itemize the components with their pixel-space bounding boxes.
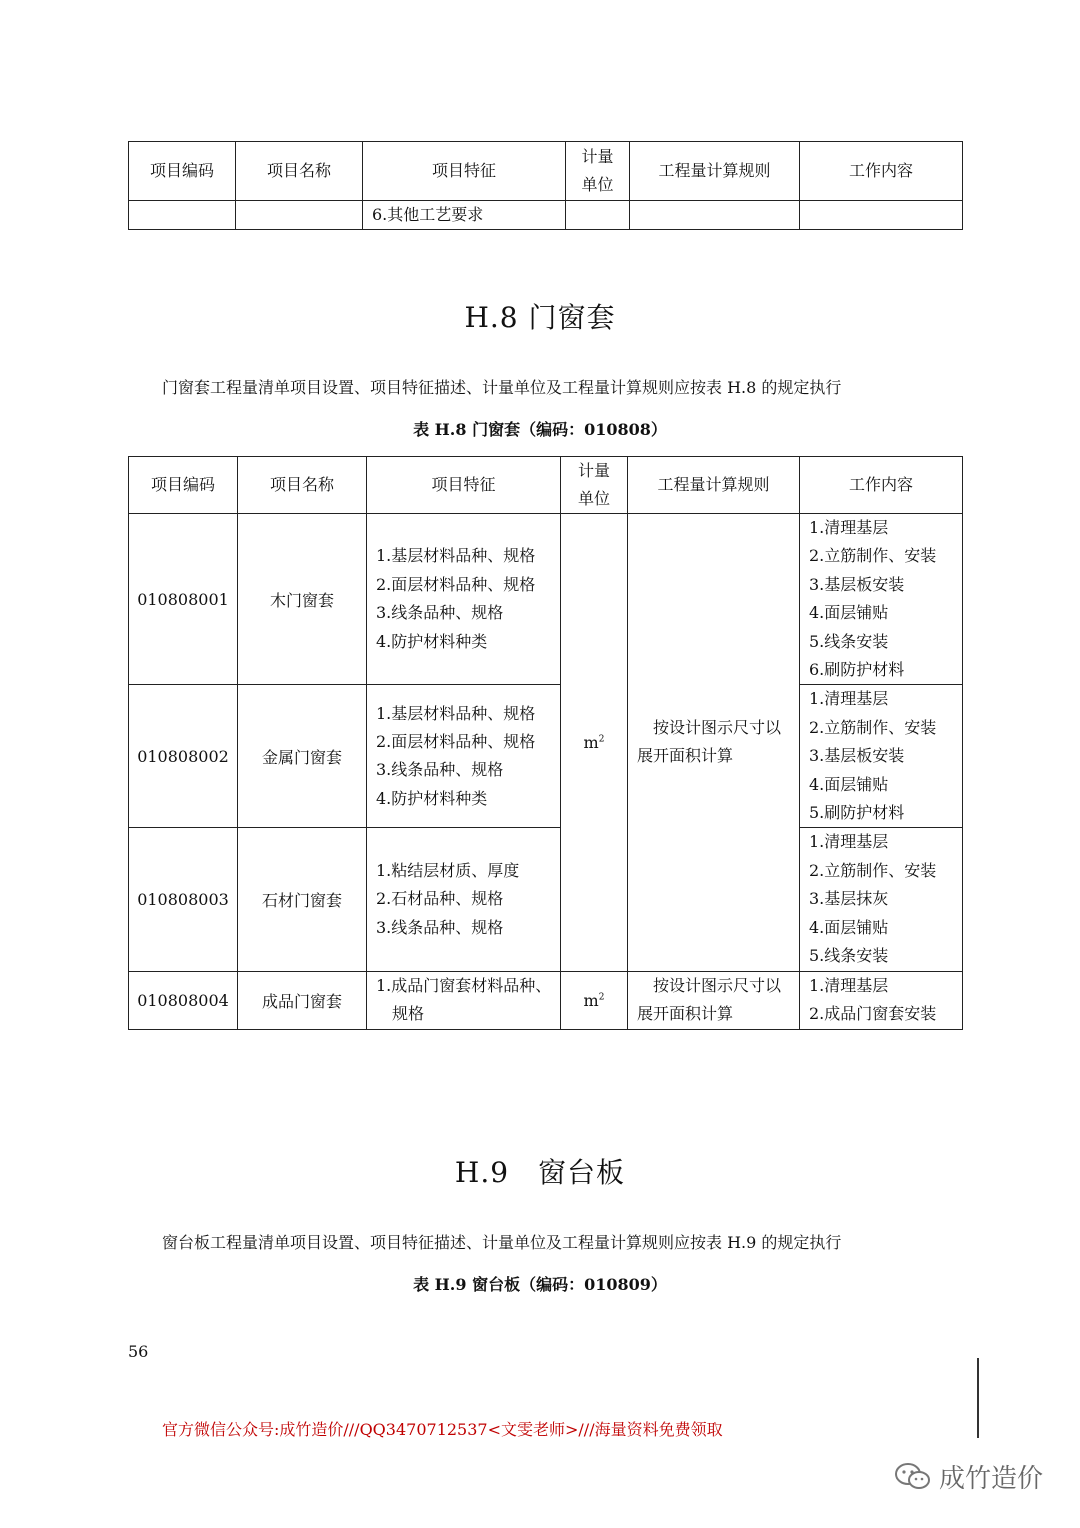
item-code: 010808003 bbox=[129, 828, 238, 971]
work-item: 3.基层板安装 bbox=[809, 574, 905, 594]
work-item: 4.面层铺贴 bbox=[809, 774, 889, 794]
work-item: 3.基层抹灰 bbox=[809, 889, 889, 909]
table-row bbox=[129, 828, 963, 971]
work-item: 1.清理基层 bbox=[809, 689, 889, 709]
table-caption-h8: 表 H.8 门窗套（编码：010808） bbox=[413, 420, 667, 439]
rule-cell bbox=[628, 514, 800, 972]
feature-item: 1.粘结层材质、厚度 bbox=[376, 860, 520, 880]
feature-item: 4.防护材料种类 bbox=[376, 788, 488, 808]
header-feature: 项目特征 bbox=[363, 142, 566, 201]
feature-item: 3.线条品种、规格 bbox=[376, 917, 504, 937]
header-code: 项目编码 bbox=[129, 142, 236, 201]
cell-empty bbox=[800, 201, 963, 230]
feature-item: 2.石材品种、规格 bbox=[376, 889, 504, 909]
work-item: 1.清理基层 bbox=[809, 832, 889, 852]
rule-cell bbox=[628, 971, 800, 1029]
header-work: 工作内容 bbox=[800, 142, 963, 201]
unit-sup: 2 bbox=[598, 992, 605, 1003]
work-item: 2.立筋制作、安装 bbox=[809, 717, 937, 737]
brand-name: 成竹造价 bbox=[939, 1464, 1044, 1494]
table-caption-h9: 表 H.9 窗台板（编码：010809） bbox=[413, 1275, 667, 1294]
brand-badge bbox=[893, 1458, 1043, 1495]
rule-line: 展开面积计算 bbox=[637, 1004, 734, 1023]
header-name: 项目名称 bbox=[236, 142, 363, 201]
item-code: 010808001 bbox=[129, 514, 238, 685]
section-heading-h8: H.8 门窗套 bbox=[464, 301, 616, 334]
unit-sup: 2 bbox=[598, 734, 605, 745]
feature-list bbox=[367, 685, 561, 828]
feature-list bbox=[367, 514, 561, 685]
feature-item: 2.面层材料品种、规格 bbox=[376, 732, 536, 752]
feature-list bbox=[367, 971, 561, 1029]
work-item: 5.线条安装 bbox=[809, 631, 889, 651]
feature-item: 4.防护材料种类 bbox=[376, 631, 488, 651]
work-list bbox=[800, 971, 963, 1029]
feature-item: 1.基层材料品种、规格 bbox=[376, 546, 536, 566]
feature-item: 3.线条品种、规格 bbox=[376, 760, 504, 780]
header-unit: 计量 单位 bbox=[566, 142, 630, 201]
work-item: 4.面层铺贴 bbox=[809, 917, 889, 937]
cell-empty bbox=[566, 201, 630, 230]
feature-item: 1.基层材料品种、规格 bbox=[376, 703, 536, 723]
header-code: 项目编码 bbox=[129, 457, 238, 514]
work-item: 3.基层板安装 bbox=[809, 746, 905, 766]
section-intro-h8: 门窗套工程量清单项目设置、项目特征描述、计量单位及工程量计算规则应按表 H.8 的规定执行 bbox=[162, 378, 842, 397]
rule-line: 展开面积计算 bbox=[637, 746, 734, 766]
page-number: 56 bbox=[128, 1342, 149, 1361]
feature-item: 2.面层材料品种、规格 bbox=[376, 574, 536, 594]
work-item: 4.面层铺贴 bbox=[809, 603, 889, 623]
wechat-icon bbox=[893, 1461, 933, 1493]
rule-line: 按设计图示尺寸以 bbox=[653, 717, 782, 737]
unit-cell bbox=[561, 971, 628, 1029]
cell-empty bbox=[630, 201, 800, 230]
unit-text: m bbox=[583, 990, 599, 1010]
item-name: 金属门窗套 bbox=[238, 685, 367, 828]
item-code: 010808002 bbox=[129, 685, 238, 828]
work-item: 1.清理基层 bbox=[809, 975, 889, 995]
table-row bbox=[129, 514, 963, 685]
work-list bbox=[800, 514, 963, 685]
work-item: 2.成品门窗套安装 bbox=[809, 1004, 937, 1023]
top-table bbox=[128, 141, 963, 230]
table-row bbox=[129, 971, 963, 1029]
work-list bbox=[800, 828, 963, 971]
work-item: 5.线条安装 bbox=[809, 946, 889, 966]
work-list bbox=[800, 685, 963, 828]
feature-list bbox=[367, 828, 561, 971]
rule-line: 按设计图示尺寸以 bbox=[653, 975, 782, 995]
work-item: 2.立筋制作、安装 bbox=[809, 546, 937, 566]
item-name: 成品门窗套 bbox=[238, 971, 367, 1029]
item-name: 石材门窗套 bbox=[238, 828, 367, 971]
header-name: 项目名称 bbox=[238, 457, 367, 514]
vertical-rule bbox=[977, 1358, 979, 1438]
unit-text: m bbox=[583, 732, 599, 752]
work-item: 5.刷防护材料 bbox=[809, 803, 905, 823]
cell-empty bbox=[129, 201, 236, 230]
watermark-text: 官方微信公众号:成竹造价///QQ3470712537<文雯老师>///海量资料免费领取 bbox=[162, 1420, 723, 1439]
work-item: 2.立筋制作、安装 bbox=[809, 860, 937, 880]
feature-item: 3.线条品种、规格 bbox=[376, 603, 504, 623]
section-heading-h9: H.9 窗台板 bbox=[454, 1156, 626, 1189]
unit-cell bbox=[561, 514, 628, 972]
cell-empty bbox=[236, 201, 363, 230]
feature-item: 规格 bbox=[392, 1004, 425, 1023]
item-code: 010808004 bbox=[129, 971, 238, 1029]
work-item: 6.刷防护材料 bbox=[809, 660, 905, 680]
header-unit: 计量 单位 bbox=[561, 457, 628, 514]
feature-cell: 6.其他工艺要求 bbox=[363, 201, 566, 230]
header-rule: 工程量计算规则 bbox=[628, 457, 800, 514]
feature-item: 1.成品门窗套材料品种、 bbox=[376, 975, 552, 995]
work-item: 1.清理基层 bbox=[809, 518, 889, 537]
item-name: 木门窗套 bbox=[238, 514, 367, 685]
header-rule: 工程量计算规则 bbox=[630, 142, 800, 201]
header-work: 工作内容 bbox=[800, 457, 963, 514]
table-row bbox=[129, 685, 963, 828]
section-intro-h9: 窗台板工程量清单项目设置、项目特征描述、计量单位及工程量计算规则应按表 H.9 的规定执行 bbox=[162, 1233, 842, 1252]
header-feature: 项目特征 bbox=[367, 457, 561, 514]
table-h8 bbox=[128, 456, 963, 1030]
